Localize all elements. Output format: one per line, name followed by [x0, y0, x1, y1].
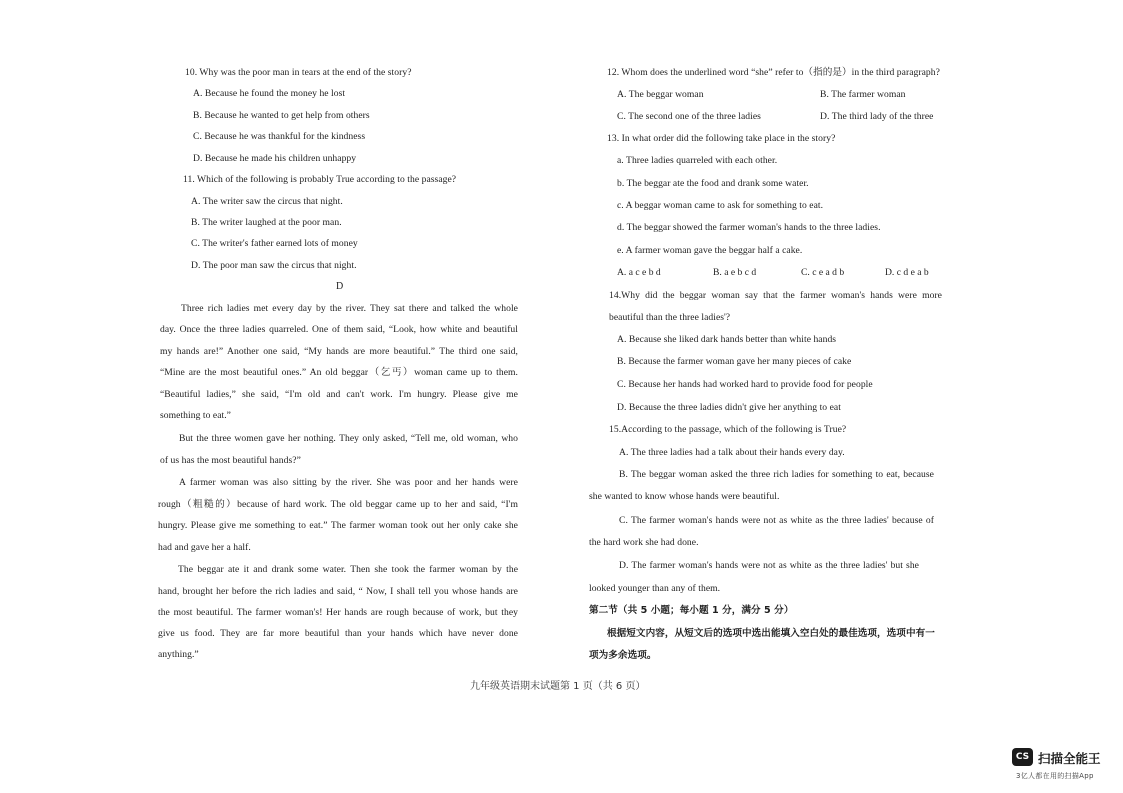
q15-option-b-cont: she wanted to know whose hands were beautiful.	[589, 491, 780, 502]
passage-line: hungry. Please give me something to eat.” The farmer woman took out her only cake she	[158, 520, 518, 531]
q12-option-c: C. The second one of the three ladies	[617, 111, 761, 122]
q14-option-c: C. Because her hands had worked hard to provide food for people	[617, 379, 873, 390]
passage-line: anything.”	[158, 649, 199, 660]
q13-event-a: a. Three ladies quarreled with each other.	[617, 155, 778, 166]
q13-option-d: D. c d e a b	[885, 267, 929, 278]
q10-option-c: C. Because he was thankful for the kindness	[193, 131, 366, 142]
q14-stem-cont: beautiful than the three ladies'?	[609, 312, 731, 323]
q14-option-b: B. Because the farmer woman gave her many pieces of cake	[617, 356, 852, 367]
q11-option-a: A. The writer saw the circus that night.	[191, 196, 343, 207]
part2-instructions: 根据短文内容，从短文后的选项中选出能填入空白处的最佳选项，选项中有一	[607, 628, 935, 639]
q10-stem: 10. Why was the poor man in tears at the end of the story?	[185, 67, 412, 78]
q13-event-e: e. A farmer woman gave the beggar half a cake.	[617, 245, 803, 256]
q15-option-d-cont: looked younger than any of them.	[589, 583, 721, 594]
q13-event-d: d. The beggar showed the farmer woman's hands to the three ladies.	[617, 222, 881, 233]
q15-option-c: C. The farmer woman's hands were not as white as the three ladies' because of	[619, 515, 934, 526]
q13-option-a: A. a c e b d	[617, 267, 661, 278]
q15-option-a: A. The three ladies had a talk about their hands every day.	[619, 447, 845, 458]
q13-event-c: c. A beggar woman came to ask for something to eat.	[617, 200, 824, 211]
camscanner-logo-icon: CS	[1012, 748, 1033, 766]
passage-line: But the three women gave her nothing. They only asked, “Tell me, old woman, who	[179, 433, 518, 444]
passage-line: give us food. They are far more beautiful than your hands which have never done	[158, 628, 518, 639]
passage-line: hand, brought her before the rich ladies and said, “ Now, I shall tell you whose hands are	[158, 586, 518, 597]
q12-option-b: B. The farmer woman	[820, 89, 906, 100]
passage-line: something to eat.”	[160, 410, 231, 421]
q14-stem: 14.Why did the beggar woman say that the farmer woman's hands were more	[609, 290, 942, 301]
q13-stem: 13. In what order did the following take place in the story?	[607, 133, 836, 144]
q13-option-b: B. a e b c d	[713, 267, 757, 278]
passage-line: my hands are!” Another one said, “My hands are more beautiful.” The third one said,	[160, 346, 518, 357]
q15-stem: 15.According to the passage, which of the following is True?	[609, 424, 847, 435]
watermark-title: 扫描全能王	[1038, 751, 1101, 766]
q10-option-a: A. Because he found the money he lost	[193, 88, 346, 99]
passage-line: of us has the most beautiful hands?”	[160, 455, 301, 466]
section-d-heading: D	[336, 281, 344, 292]
passage-line: day. Once the three ladies quarreled. One of them said, “Look, how white and beautiful	[160, 324, 518, 335]
passage-line: had and gave her a half.	[158, 542, 251, 553]
part2-instructions-cont: 项为多余选项。	[589, 650, 657, 661]
q15-option-b: B. The beggar woman asked the three rich ladies for something to eat, because	[619, 469, 934, 480]
passage-line: the most beautiful. The farmer woman's! Her hands are rough because of work, but they	[158, 607, 518, 618]
passage-line: Three rich ladies met every day by the river. They sat there and talked the whole	[181, 303, 518, 314]
q13-option-c: C. c e a d b	[801, 267, 845, 278]
q12-option-a: A. The beggar woman	[617, 89, 704, 100]
q15-option-c-cont: the hard work she had done.	[589, 537, 699, 548]
passage-line: A farmer woman was also sitting by the river. She was poor and her hands were	[179, 477, 518, 488]
q11-stem: 11. Which of the following is probably True according to the passage?	[183, 174, 457, 185]
passage-line: “Beautiful ladies,” she said, “I'm old and can't work. I'm hungry. Please give me	[160, 389, 518, 400]
q14-option-a: A. Because she liked dark hands better than white hands	[617, 334, 837, 345]
passage-line: The beggar ate it and drank some water. Then she took the farmer woman by the	[178, 564, 518, 575]
part2-title: 第二节（共 5 小题；每小题 1 分，满分 5 分）	[589, 605, 794, 616]
q12-stem: 12. Whom does the underlined word “she” refer to（指的是）in the third paragraph?	[607, 67, 940, 78]
q12-option-d: D. The third lady of the three	[820, 111, 934, 122]
q13-event-b: b. The beggar ate the food and drank some water.	[617, 178, 809, 189]
q11-option-d: D. The poor man saw the circus that night.	[191, 260, 357, 271]
q11-option-c: C. The writer's father earned lots of money	[191, 238, 358, 249]
q11-option-b: B. The writer laughed at the poor man.	[191, 217, 342, 228]
passage-line: rough（粗糙的）because of hard work. The old beggar came up to her and said, “I'm	[158, 499, 518, 510]
q14-option-d: D. Because the three ladies didn't give her anything to eat	[617, 402, 841, 413]
page-footer: 九年级英语期末试题第 1 页（共 6 页）	[470, 681, 646, 692]
q10-option-d: D. Because he made his children unhappy	[193, 153, 357, 164]
passage-line: “Mine are the most beautiful ones.” An old beggar（乞丐）woman came up to them.	[160, 367, 518, 378]
watermark-subtitle: 3亿人都在用的扫描App	[1016, 772, 1094, 780]
q15-option-d: D. The farmer woman's hands were not as white as the three ladies' but she	[619, 560, 919, 571]
q10-option-b: B. Because he wanted to get help from others	[193, 110, 370, 121]
